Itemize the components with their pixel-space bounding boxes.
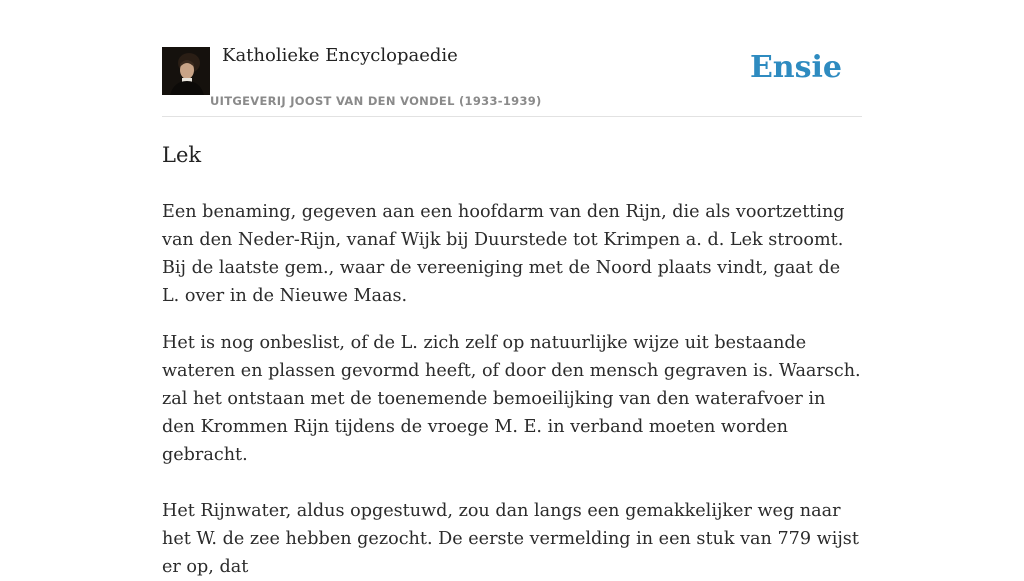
article [162,140,862,581]
publication-title[interactable]: Katholieke Encyclopaedie [222,45,458,66]
publisher-label: UITGEVERIJ JOOST VAN DEN VONDEL (1933-1939) [210,94,542,108]
brand-logo[interactable]: Ensie [749,50,842,85]
article-title: Lek [162,143,202,167]
portrait-avatar-icon[interactable] [162,47,210,95]
article-paragraph: Een benaming, gegeven aan een hoofdarm van den Rijn, die als voortzetting van den Neder-Rijn, vanaf Wijk bij Duurstede tot Krimpen a. d. Lek stroomt. Bij de laatste gem., waar de vereeniging met de Noord plaats vindt, gaat de L. over in de Nieuwe Maas. [162,202,845,306]
article-paragraph: Het is nog onbeslist, of de L. zich zelf op natuurlijke wijze uit bestaande wateren en plassen gevormd heeft, of door den mensch gegraven is. Waarsch. zal het ontstaan met de toenemende bemoeilijking van den waterafvoer in den Krommen Rijn tijdens de vroege M. E. in verband moeten worden gebracht. [162,333,861,465]
site-header [162,0,862,117]
article-paragraph: Het Rijnwater, aldus opgestuwd, zou dan langs een gemakkelijker weg naar het W. de zee hebben gezocht. De eerste vermelding in een stuk van 779 wijst er op, dat [162,501,859,577]
